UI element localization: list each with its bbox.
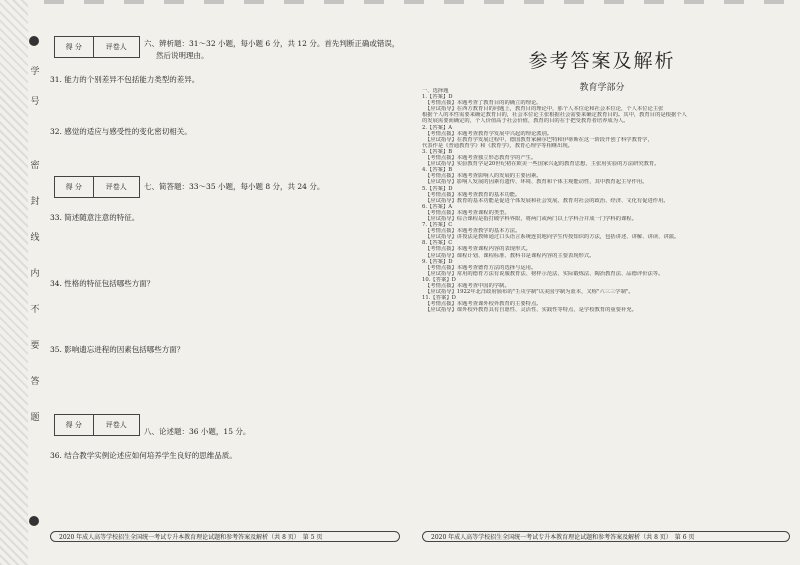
answers-title: 参考答案及解析	[528, 50, 676, 72]
answer-line: 代表作是《普通教育学》和《教育学》，教育心理学等相继出现。	[422, 142, 573, 149]
score-box-section8	[54, 414, 140, 436]
score-box-section6	[54, 36, 140, 58]
answer-line: 11.【答案】D	[422, 295, 456, 302]
answer-line: 1.【答案】D	[422, 94, 453, 101]
binding-char: 题	[30, 413, 40, 423]
answer-line: 【考情点拨】本题考查教学的基本方法。	[425, 228, 521, 235]
binding-char: 密	[30, 161, 40, 171]
binding-hole	[29, 516, 39, 526]
answer-line: 的发展需要而确定的，个人价值高于社会价值，教育的目的在于把受教育者培养成为人。	[422, 118, 629, 125]
binding-hole	[29, 36, 39, 46]
left-footer: 2020 年成人高等学校招生全国统一考试专升本教育理论试题和参考答案及解析（共 8 页） 第 5 页	[50, 531, 400, 542]
answer-line: 一、选择题	[422, 88, 449, 94]
section7-heading: 七、简答题：33～35 小题，每小题 8 分，共 24 分。	[144, 182, 325, 191]
question-36: 36. 结合教学实例论述应如何培养学生良好的思维品质。	[50, 451, 237, 460]
question-33: 33. 简述随意注意的特征。	[50, 213, 140, 222]
answer-line: 9.【答案】D	[422, 258, 453, 265]
answer-line: 根据个人的本性需要来确定教育目的，社会本位论主张根据社会需要来确定教育目的。其中，教育目的是根据个人	[422, 112, 687, 119]
binding-char: 学	[30, 67, 40, 77]
answer-line: 【应试指导】在西方教育目的问题上，教育目的理论中，那个人本位论和社会本位论，个人本位论主张	[425, 106, 664, 113]
answer-line: 【应试指导】课外校外教育具有自愿性、灵活性、实践性等特点，是学校教育的重要补充。	[425, 307, 637, 314]
answer-line: 【考情点拨】本题考查课外校外教育的主要特点。	[425, 301, 542, 308]
section6-heading: 六、辨析题：31～32 小题，每小题 6 分，共 12 分。首先判断正确或错误， 然后说明理由。	[144, 39, 400, 60]
answer-line: 7.【答案】C	[422, 222, 453, 229]
answer-line: 【应试指导】在教育学发展过程中，德国教育家赫尔巴特和伊蒂斯在这一阶段开创了科学教育学，	[425, 136, 653, 143]
answer-line: 6.【答案】A	[422, 203, 453, 210]
answer-line: 2.【答案】A	[422, 124, 453, 131]
answer-line: 【应试指导】常用的德育方法有说服教育法、榜样示范法、实际锻炼法、陶冶教育法、品德评价法等。	[425, 270, 664, 277]
binding-margin	[0, 0, 28, 565]
answer-line: 【考情点拨】本题考查独立形态教育学的产生。	[425, 155, 537, 162]
binding-char: 号	[30, 97, 40, 107]
answer-line: 【考情点拨】本题考查影响人的发展的主要因素。	[425, 173, 542, 180]
answer-line: 【考情点拨】本题考查课程的类型。	[425, 209, 510, 216]
score-box-section7	[54, 176, 140, 198]
answer-line: 【考情点拨】本题考查课程内容的表现形式。	[425, 246, 531, 253]
section8-heading: 八、论述题：36 小题，15 分。	[144, 427, 251, 436]
answer-line: 10.【答案】D	[422, 276, 456, 283]
answer-line: 3.【答案】B	[422, 148, 453, 155]
answer-line: 【考情点拨】本题考查了教育目的的确立的理论。	[425, 100, 542, 107]
question-32: 32. 感觉的适应与感受性的变化密切相关。	[50, 127, 192, 136]
answer-line: 【考情点拨】本题考查教育的基本功能。	[425, 191, 521, 198]
answer-line: 【应试指导】1922年北洋政府颁布的"壬戌学制"以美国学制为蓝本，又称"六三三学制"。	[425, 289, 634, 296]
reviewer-label: 评卷人	[105, 43, 127, 51]
answer-line: 8.【答案】C	[422, 240, 453, 247]
binding-char: 答	[30, 377, 40, 387]
question-34: 34. 性格的特征包括哪些方面？	[50, 279, 155, 288]
section-subtitle: 教育学部分	[579, 83, 625, 93]
binding-char: 不	[30, 305, 40, 315]
answer-line: 【考情点拨】本题考查教育学发展中兴起的理论派别。	[425, 130, 553, 137]
answer-line: 【应试指导】讲授法是教师通过口头语言系统连贯地向学生传授知识的方法，包括讲述、讲解、讲读、讲演。	[425, 234, 680, 241]
reviewer-label: 评卷人	[105, 421, 127, 429]
answer-line: 【应试指导】实验教育学是20世纪初在欧美一些国家兴起的教育思想，主张用实验的方法研究教育。	[425, 161, 660, 168]
left-page	[44, 0, 400, 565]
answer-list	[422, 88, 792, 528]
answer-line: 5.【答案】D	[422, 185, 453, 192]
question-31: 31. 能力的个别差异不包括能力类型的差异。	[50, 75, 200, 84]
answer-line: 【应试指导】影响人发展的因素有遗传、环境、教育和个体主观能动性，其中教育起主导作用。	[425, 179, 648, 186]
answer-line: 【应试指导】课程计划、课程标准、教科书是课程内容的主要表现形式。	[425, 252, 595, 259]
question-35: 35. 影响遗忘进程的因素包括哪些方面？	[50, 345, 185, 354]
score-label: 得 分	[55, 415, 94, 435]
answer-line: 【应试指导】教育的基本功能是促进个体发展和社会发展，教育对社会的政治、经济、文化有促进作用。	[425, 197, 669, 204]
score-label: 得 分	[55, 37, 94, 57]
right-footer: 2020 年成人高等学校招生全国统一考试专升本教育理论试题和参考答案及解析（共 8 页） 第 6 页	[422, 531, 790, 542]
answer-line: 【应试指导】综合课程是指打破学科界限，将两门或两门以上学科合并成一门学科的课程。	[425, 215, 637, 222]
binding-char: 内	[30, 269, 40, 279]
reviewer-label: 评卷人	[105, 183, 127, 191]
binding-char: 封	[30, 197, 40, 207]
answer-line: 【考情点拨】本题考查中国的学制。	[425, 283, 510, 289]
answer-line: 4.【答案】B	[422, 167, 453, 174]
binding-char: 线	[30, 233, 40, 243]
score-label: 得 分	[55, 177, 94, 197]
binding-char: 要	[30, 341, 40, 351]
answer-line: 【考情点拨】本题考查德育方法的选择与运用。	[425, 264, 537, 271]
right-page	[410, 0, 794, 565]
